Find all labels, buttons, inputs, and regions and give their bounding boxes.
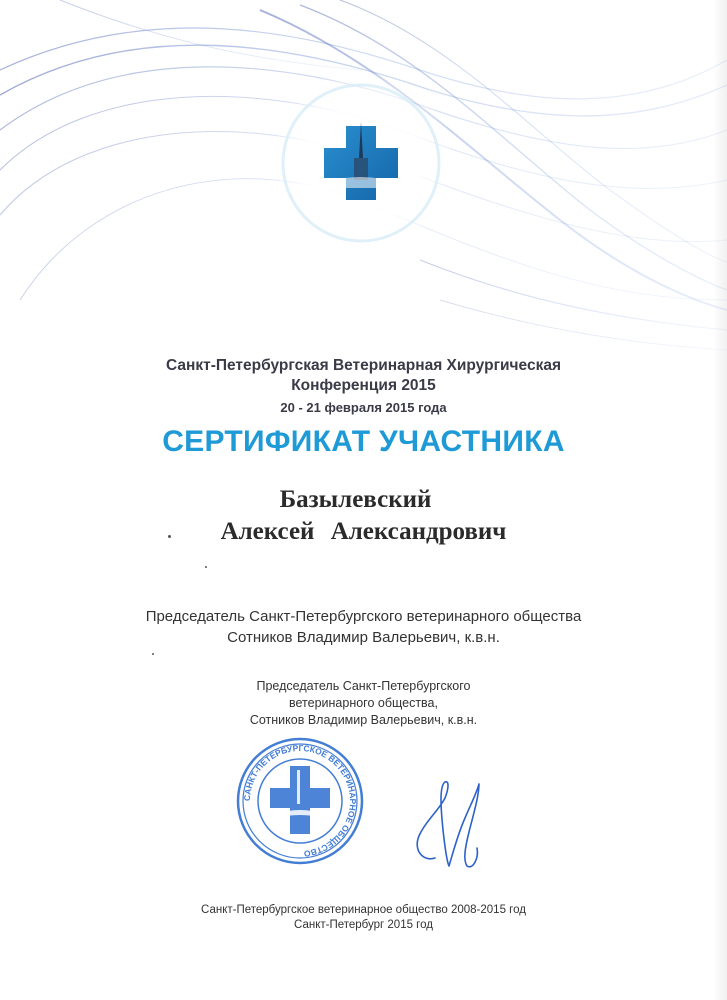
chairman-block-secondary-line1: Председатель Санкт-Петербургского bbox=[256, 679, 471, 693]
conference-dates: 20 - 21 февраля 2015 года bbox=[280, 400, 447, 415]
certificate-title: СЕРТИФИКАТ УЧАСТНИКА bbox=[162, 425, 565, 458]
conference-title bbox=[0, 356, 727, 396]
page-edge-shadow bbox=[713, 0, 727, 1000]
conference-title-line2: Конференция 2015 bbox=[291, 377, 436, 394]
footer-line2: Санкт-Петербург 2015 год bbox=[294, 919, 433, 931]
conference-title-line1: Санкт-Петербургская Ветеринарная Хирургическая bbox=[165, 357, 562, 374]
footer bbox=[0, 903, 727, 933]
participant-last-name: Базылевский bbox=[279, 486, 432, 513]
signature-icon bbox=[405, 770, 495, 875]
speck-dot bbox=[168, 535, 171, 538]
chairman-block-secondary-line2: ветеринарного общества, bbox=[289, 696, 438, 710]
footer-line1: Санкт-Петербургское ветеринарное общество 2008-2015 год bbox=[201, 904, 526, 916]
chairman-block-secondary-line3: Сотников Владимир Валерьевич, к.в.н. bbox=[249, 713, 478, 727]
stamp-text: САНКТ-ПЕТЕРБУРГСКОЕ ВЕТЕРИНАРНОЕ ОБЩЕСТВО bbox=[241, 742, 359, 859]
chairman-block-secondary bbox=[0, 678, 727, 729]
logo-cross-icon bbox=[316, 118, 406, 208]
speck-dot bbox=[152, 653, 154, 655]
speck-dot bbox=[205, 566, 207, 568]
chairman-block-main-line1: Председатель Санкт-Петербургского ветеринарного общества bbox=[145, 608, 582, 625]
chairman-block-main-line2: Сотников Владимир Валерьевич, к.в.н. bbox=[227, 629, 500, 646]
stamp-seal-icon bbox=[235, 736, 365, 866]
participant-first-patronymic: Алексей Александрович bbox=[220, 518, 507, 545]
chairman-block-main bbox=[0, 606, 727, 648]
